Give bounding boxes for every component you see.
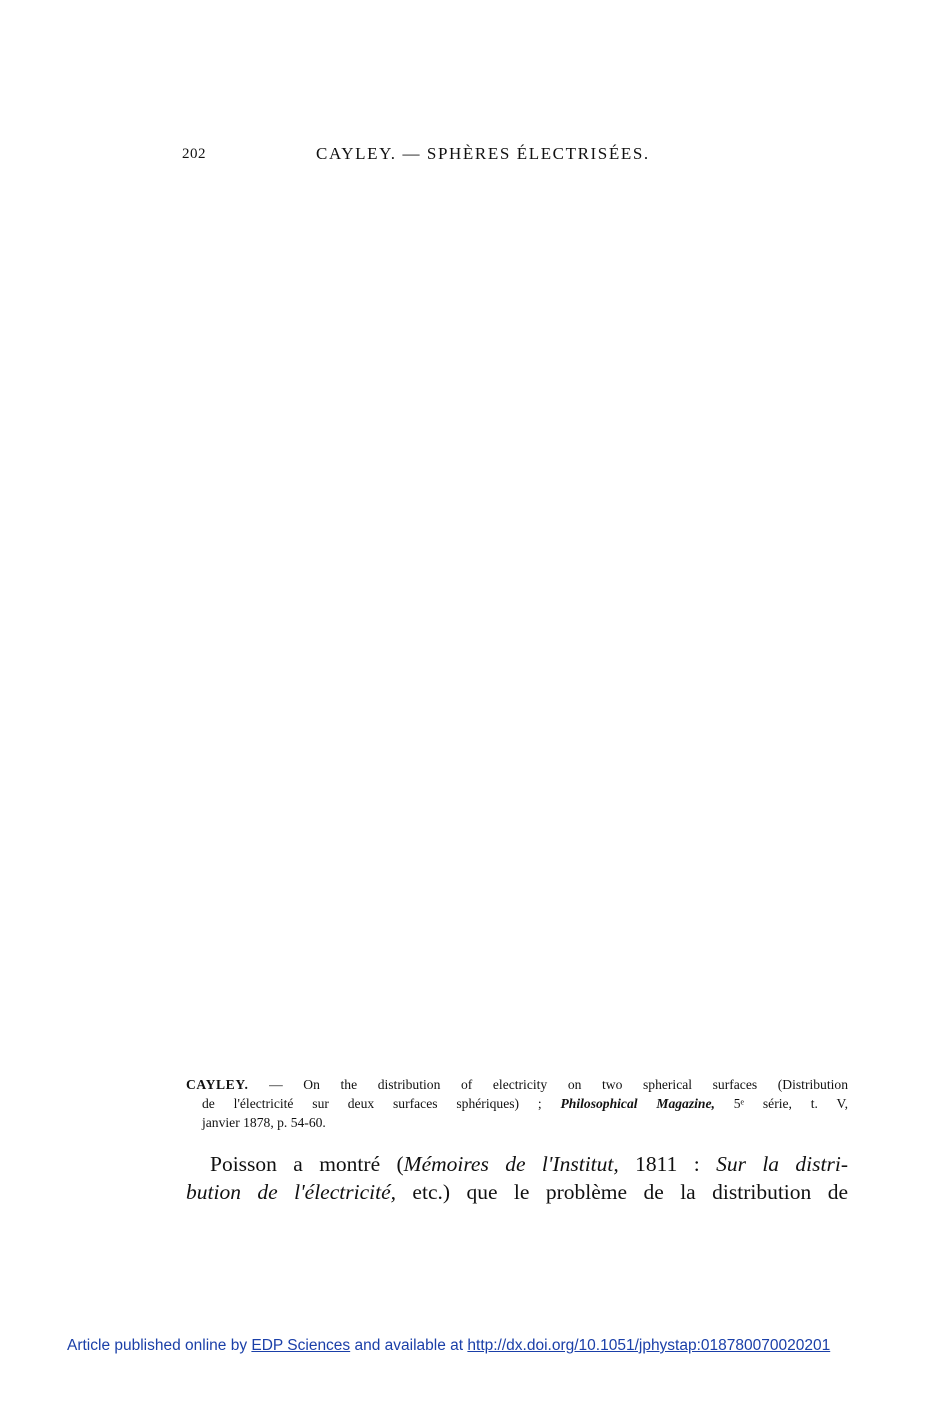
doi-link[interactable]: http://dx.doi.org/10.1051/jphystap:018780070020201 (467, 1337, 831, 1354)
body-citation-title: Sur la distri- (716, 1152, 848, 1176)
body-text-b: 1811 : (618, 1152, 717, 1176)
publisher-link[interactable]: EDP Sciences (251, 1337, 351, 1354)
abstract-journal: Philosophical Magazine, (560, 1096, 715, 1111)
abstract-line-3: janvier 1878, p. 54-60. (202, 1115, 326, 1130)
footer-prefix: Article published online by (67, 1337, 252, 1354)
body-citation-title-cont: bution de l'électricité, (186, 1180, 396, 1204)
body-citation-memoires: Mémoires de l'Institut, (403, 1152, 619, 1176)
abstract-series: 5ᵉ série, t. V, (714, 1096, 848, 1111)
abstract-line-2 (186, 1094, 848, 1113)
footer-notice (67, 1337, 830, 1355)
abstract-french-title: de l'électricité sur deux surfaces sphériques) ; (202, 1096, 542, 1111)
footer-middle: and available at (350, 1337, 468, 1354)
body-line-2 (186, 1178, 848, 1206)
abstract-author: CAYLEY. (186, 1077, 249, 1092)
body-text-a: Poisson a montré ( (210, 1152, 404, 1176)
abstract-title: — On the distribution of electricity on two spherical surfaces (Distribution (248, 1077, 848, 1092)
body-line-1 (186, 1150, 848, 1178)
running-head: CAYLEY. — SPHÈRES ÉLECTRISÉES. (316, 144, 650, 163)
body-paragraph (186, 1150, 848, 1206)
page-number: 202 (182, 146, 206, 162)
abstract-line-1 (186, 1075, 848, 1094)
body-text-c: etc.) que le problème de la distribution de (396, 1180, 849, 1204)
abstract-block (186, 1075, 848, 1132)
